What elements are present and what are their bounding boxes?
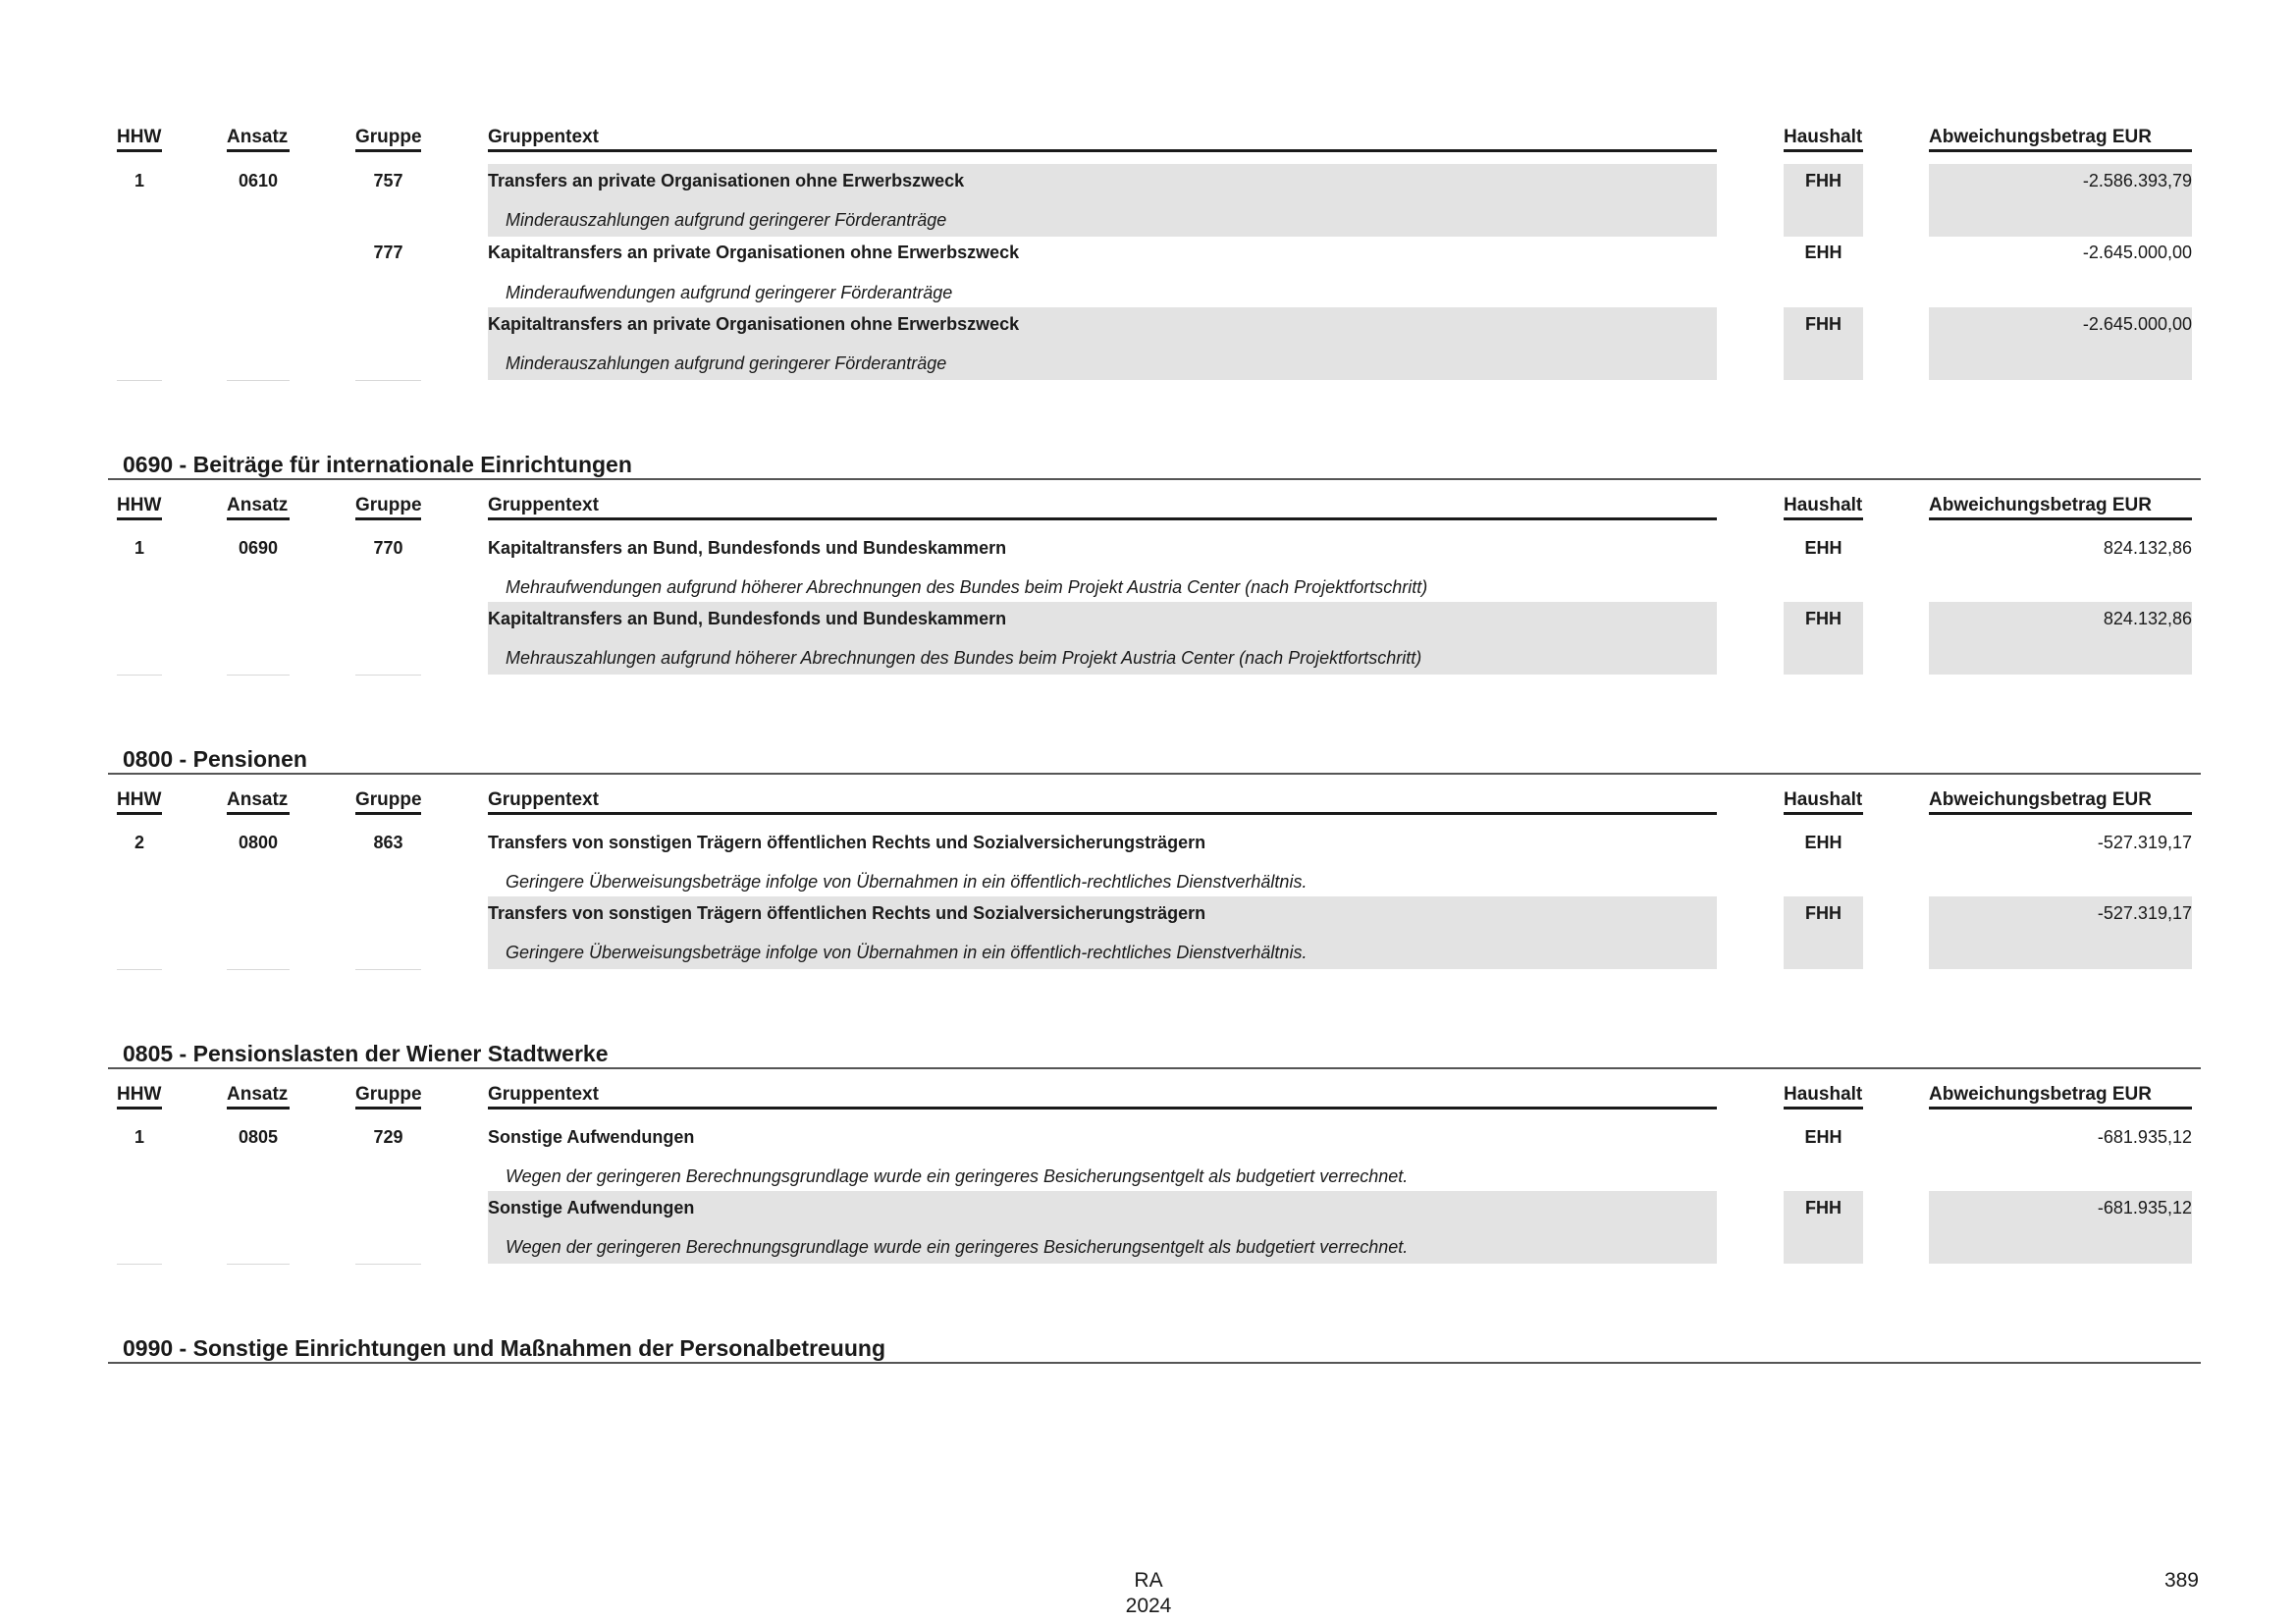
column-header-hhw: HHW — [117, 494, 162, 520]
separator — [227, 1264, 290, 1265]
column-header-gruppentext: Gruppentext — [488, 494, 1717, 520]
column-header-gruppe: Gruppe — [355, 494, 421, 520]
betrag-cell: -2.645.000,00 — [2082, 243, 2192, 262]
column-header-ansatz: Ansatz — [227, 494, 290, 520]
haushalt-cell: EHH — [1804, 833, 1842, 852]
column-header-gruppe: Gruppe — [355, 126, 421, 152]
column-header-betrag: Abweichungsbetrag EUR — [1929, 126, 2192, 152]
hhw-cell: 1 — [133, 538, 144, 558]
column-header-haushalt: Haushalt — [1784, 788, 1863, 815]
section-title: 0990 - Sonstige Einrichtungen und Maßnahmen der Personalbetreuung — [108, 1334, 2201, 1364]
gruppentext-cell: Transfers von sonstigen Trägern öffentlichen Rechts und Sozialversicherungsträgern — [488, 833, 1206, 852]
table-row — [0, 826, 2296, 898]
betrag-cell: -2.645.000,00 — [2082, 314, 2192, 334]
gruppentext-cell: Sonstige Aufwendungen — [488, 1127, 695, 1147]
table-row — [0, 164, 2296, 237]
betrag-cell: -527.319,17 — [2097, 833, 2192, 852]
separator — [355, 1264, 421, 1265]
gruppentext-cell: Kapitaltransfers an Bund, Bundesfonds und Bundeskammern — [488, 609, 1007, 628]
betrag-cell: -527.319,17 — [2097, 903, 2192, 923]
table-row — [0, 896, 2296, 969]
column-header-hhw: HHW — [117, 126, 162, 152]
ansatz-cell: 0690 — [238, 538, 279, 558]
explanation-note: Minderauszahlungen aufgrund geringerer Förderanträge — [506, 210, 947, 230]
haushalt-cell: EHH — [1804, 243, 1842, 262]
column-header-ansatz: Ansatz — [227, 788, 290, 815]
separator — [355, 380, 421, 381]
separator — [117, 675, 162, 676]
gruppentext-cell: Kapitaltransfers an Bund, Bundesfonds und Bundeskammern — [488, 538, 1007, 558]
gruppe-cell: 863 — [373, 833, 403, 852]
haushalt-cell: EHH — [1804, 538, 1842, 558]
section-title: 0800 - Pensionen — [108, 745, 2201, 775]
table-header — [0, 494, 2296, 523]
document-footer-label: RA 2024 — [1125, 1569, 1172, 1617]
haushalt-cell: FHH — [1805, 903, 1842, 923]
column-header-betrag: Abweichungsbetrag EUR — [1929, 1083, 2192, 1110]
column-header-gruppe: Gruppe — [355, 788, 421, 815]
gruppentext-cell: Kapitaltransfers an private Organisationen ohne Erwerbszweck — [488, 243, 1020, 262]
separator — [227, 675, 290, 676]
explanation-note: Mehrauszahlungen aufgrund höherer Abrechnungen des Bundes beim Projekt Austria Center (nach Projektfortschritt) — [506, 648, 1422, 668]
column-header-gruppentext: Gruppentext — [488, 126, 1717, 152]
column-header-ansatz: Ansatz — [227, 1083, 290, 1110]
table-row — [0, 236, 2296, 308]
column-header-ansatz: Ansatz — [227, 126, 290, 152]
gruppentext-cell: Sonstige Aufwendungen — [488, 1198, 695, 1218]
gruppe-cell: 777 — [373, 243, 403, 262]
gruppentext-cell: Kapitaltransfers an private Organisationen ohne Erwerbszweck — [488, 314, 1020, 334]
separator — [117, 1264, 162, 1265]
betrag-cell: -2.586.393,79 — [2082, 171, 2192, 190]
hhw-cell: 2 — [133, 833, 144, 852]
explanation-note: Geringere Überweisungsbeträge infolge von Übernahmen in ein öffentlich-rechtliches Dienstverhältnis. — [506, 872, 1308, 892]
hhw-cell: 1 — [133, 1127, 144, 1147]
separator — [227, 969, 290, 970]
table-row — [0, 602, 2296, 675]
column-header-haushalt: Haushalt — [1784, 126, 1863, 152]
hhw-cell: 1 — [133, 171, 144, 190]
haushalt-cell: FHH — [1805, 1198, 1842, 1218]
gruppentext-cell: Transfers von sonstigen Trägern öffentlichen Rechts und Sozialversicherungsträgern — [488, 903, 1206, 923]
haushalt-cell: FHH — [1805, 609, 1842, 628]
betrag-cell: 824.132,86 — [2103, 538, 2192, 558]
table-row — [0, 307, 2296, 380]
table-header — [0, 1083, 2296, 1112]
separator — [227, 380, 290, 381]
explanation-note: Wegen der geringeren Berechnungsgrundlage wurde ein geringeres Besicherungsentgelt als budgetiert verrechnet. — [506, 1237, 1409, 1257]
column-header-gruppe: Gruppe — [355, 1083, 421, 1110]
betrag-cell: -681.935,12 — [2097, 1198, 2192, 1218]
table-row — [0, 1120, 2296, 1193]
ansatz-cell: 0800 — [238, 833, 279, 852]
column-header-betrag: Abweichungsbetrag EUR — [1929, 788, 2192, 815]
separator — [355, 675, 421, 676]
ansatz-cell: 0610 — [238, 171, 279, 190]
column-header-gruppentext: Gruppentext — [488, 1083, 1717, 1110]
explanation-note: Geringere Überweisungsbeträge infolge von Übernahmen in ein öffentlich-rechtliches Dienstverhältnis. — [506, 943, 1308, 962]
separator — [117, 380, 162, 381]
column-header-betrag: Abweichungsbetrag EUR — [1929, 494, 2192, 520]
column-header-hhw: HHW — [117, 788, 162, 815]
explanation-note: Mehraufwendungen aufgrund höherer Abrechnungen des Bundes beim Projekt Austria Center (nach Projektfortschritt) — [506, 577, 1428, 597]
gruppe-cell: 729 — [373, 1127, 403, 1147]
column-header-haushalt: Haushalt — [1784, 494, 1863, 520]
section-title: 0805 - Pensionslasten der Wiener Stadtwerke — [108, 1040, 2201, 1069]
separator — [355, 969, 421, 970]
page-number: 389 — [2163, 1569, 2199, 1592]
table-header — [0, 788, 2296, 818]
column-header-gruppentext: Gruppentext — [488, 788, 1717, 815]
ansatz-cell: 0805 — [238, 1127, 279, 1147]
table-row — [0, 531, 2296, 604]
section-title: 0690 - Beiträge für internationale Einrichtungen — [108, 451, 2201, 480]
betrag-cell: 824.132,86 — [2103, 609, 2192, 628]
gruppe-cell: 770 — [373, 538, 403, 558]
gruppe-cell: 757 — [373, 171, 403, 190]
explanation-note: Minderaufwendungen aufgrund geringerer Förderanträge — [506, 283, 953, 302]
table-header — [0, 126, 2296, 155]
explanation-note: Minderauszahlungen aufgrund geringerer Förderanträge — [506, 353, 947, 373]
gruppentext-cell: Transfers an private Organisationen ohne Erwerbszweck — [488, 171, 965, 190]
explanation-note: Wegen der geringeren Berechnungsgrundlage wurde ein geringeres Besicherungsentgelt als budgetiert verrechnet. — [506, 1166, 1409, 1186]
haushalt-cell: FHH — [1805, 171, 1842, 190]
separator — [117, 969, 162, 970]
column-header-haushalt: Haushalt — [1784, 1083, 1863, 1110]
table-row — [0, 1191, 2296, 1264]
column-header-hhw: HHW — [117, 1083, 162, 1110]
betrag-cell: -681.935,12 — [2097, 1127, 2192, 1147]
haushalt-cell: EHH — [1804, 1127, 1842, 1147]
haushalt-cell: FHH — [1805, 314, 1842, 334]
